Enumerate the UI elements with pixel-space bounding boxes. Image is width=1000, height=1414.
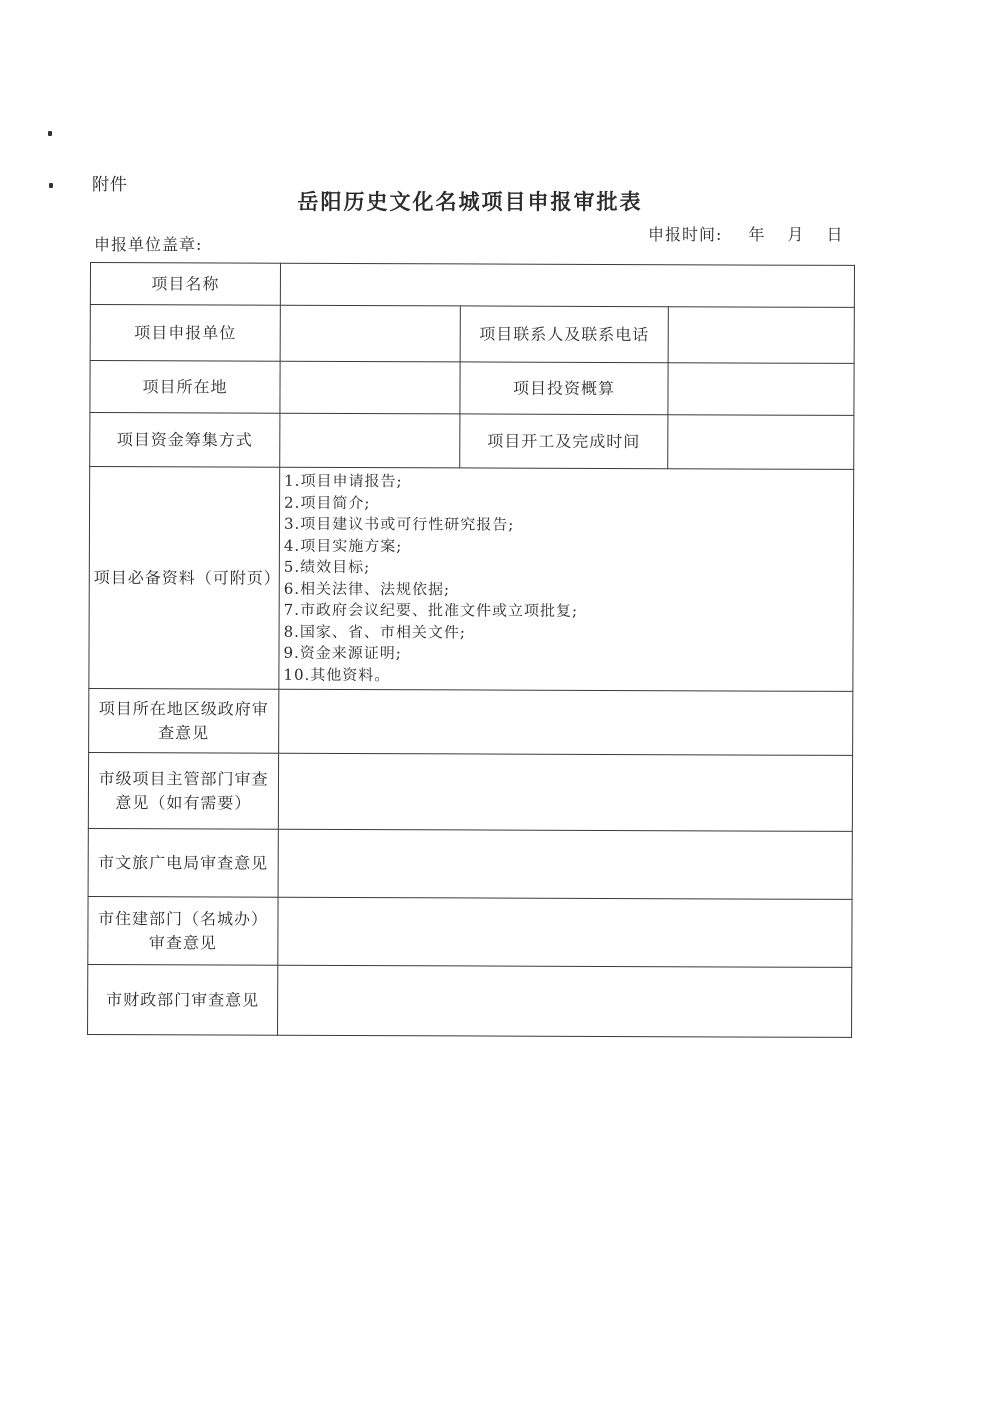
table-row xyxy=(90,263,854,308)
project-name-label: 项目名称 xyxy=(90,263,280,306)
investment-label: 项目投资概算 xyxy=(460,362,668,415)
table-row xyxy=(88,828,852,899)
applicant-unit-field[interactable] xyxy=(280,305,460,362)
table-row xyxy=(89,688,853,755)
list-item: 10.其他资料。 xyxy=(283,665,391,684)
day-label: 日 xyxy=(826,225,844,244)
required-docs-cell xyxy=(279,467,854,691)
applicant-unit-label: 项目申报单位 xyxy=(90,305,280,362)
list-item: 4.项目实施方案; xyxy=(283,536,403,555)
project-name-field[interactable] xyxy=(280,263,854,307)
finance-opinion-label: 市财政部门审查意见 xyxy=(88,964,278,1035)
culture-bureau-opinion-field[interactable] xyxy=(278,829,852,899)
page-title: 岳阳历史文化名城项目申报审批表 xyxy=(297,189,643,214)
table-row xyxy=(90,413,854,470)
table-row xyxy=(90,361,854,416)
list-item: 1.项目申请报告; xyxy=(284,471,403,491)
housing-opinion-field[interactable] xyxy=(278,897,852,967)
table-row xyxy=(88,896,852,967)
list-item: 6.相关法律、法规依据; xyxy=(283,579,451,598)
year-label: 年 xyxy=(748,225,766,244)
table-row xyxy=(89,467,854,692)
month-label: 月 xyxy=(787,225,805,244)
contact-field[interactable] xyxy=(668,307,854,364)
required-docs-label: 项目必备资料（可附页） xyxy=(89,467,280,690)
list-item: 8.国家、省、市相关文件; xyxy=(283,622,466,641)
date-label: 申报时间: xyxy=(648,225,723,244)
attachment-label: 附件 xyxy=(92,175,128,195)
submission-date xyxy=(648,222,843,245)
table-row xyxy=(88,964,852,1037)
contact-label: 项目联系人及联系电话 xyxy=(460,306,668,363)
scan-speck xyxy=(48,131,52,136)
list-item: 9.资金来源证明; xyxy=(283,643,402,663)
list-item: 5.绩效目标; xyxy=(283,557,371,577)
schedule-label: 项目开工及完成时间 xyxy=(460,414,668,469)
list-item: 2.项目简介; xyxy=(284,493,371,512)
approval-form-table xyxy=(87,262,855,1038)
city-dept-opinion-field[interactable] xyxy=(278,753,852,831)
funding-field[interactable] xyxy=(280,413,460,468)
list-item: 7.市政府会议纪要、批准文件或立项批复; xyxy=(283,600,579,620)
table-row xyxy=(88,752,852,831)
required-docs-list xyxy=(283,469,849,690)
culture-bureau-opinion-label: 市文旅广电局审查意见 xyxy=(88,828,278,897)
city-dept-opinion-label: 市级项目主管部门审查意见（如有需要） xyxy=(88,752,278,829)
funding-label: 项目资金筹集方式 xyxy=(90,413,280,468)
housing-opinion-label: 市住建部门（名城办）审查意见 xyxy=(88,896,278,965)
unit-seal-label: 申报单位盖章: xyxy=(94,235,203,254)
location-field[interactable] xyxy=(280,361,460,414)
investment-field[interactable] xyxy=(668,363,854,416)
list-item: 3.项目建议书或可行性研究报告; xyxy=(283,514,515,534)
finance-opinion-field[interactable] xyxy=(278,965,852,1037)
district-gov-opinion-field[interactable] xyxy=(279,689,853,755)
schedule-field[interactable] xyxy=(668,415,854,470)
location-label: 项目所在地 xyxy=(90,361,280,414)
district-gov-opinion-label: 项目所在地区级政府审查意见 xyxy=(89,688,279,753)
table-row xyxy=(90,305,854,364)
